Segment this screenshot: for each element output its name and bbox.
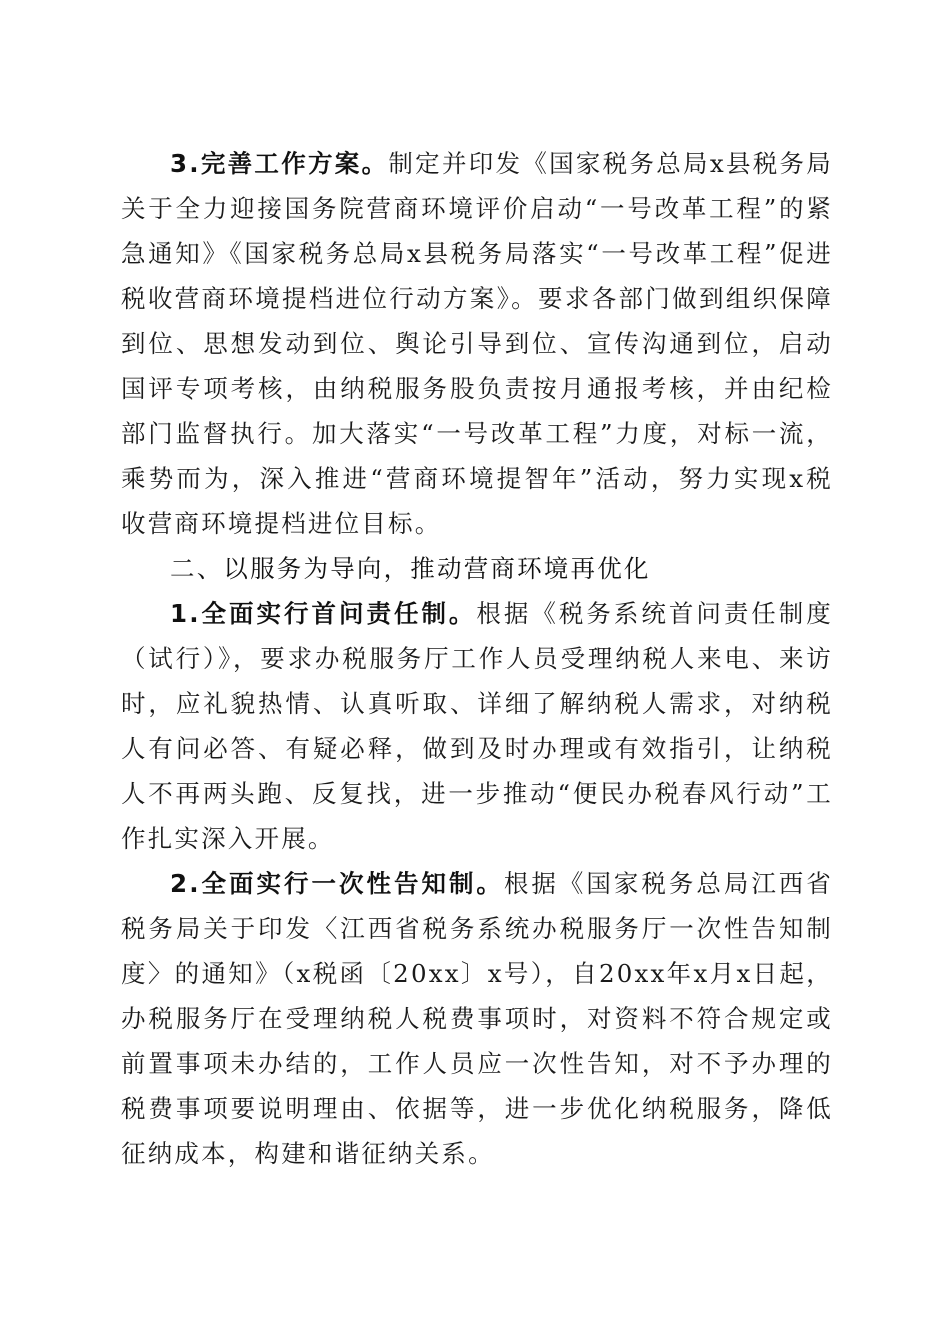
paragraph-lead: 2.全面实行一次性告知制。 xyxy=(170,869,504,898)
paragraph-one-time-notification xyxy=(121,861,833,1176)
document-body xyxy=(121,141,833,1176)
paragraph-text: 根据《国家税务总局江西省税务局关于印发〈江西省税务系统办税服务厅一次性告知制度〉的通知》（x税函〔20xx〕x号），自20xx年x月x日起，办税服务厅在受理纳税人税费事项时，对资料不符合规定或前置事项未办结的，工作人员应一次性告知，对不予办理的税费事项要说明理由、依据等，进一步优化纳税服务，降低征纳成本，构建和谐征纳关系。 xyxy=(121,869,833,1168)
paragraph-text: 制定并印发《国家税务总局x县税务局关于全力迎接国务院营商环境评价启动“一号改革工程”的紧急通知》《国家税务总局x县税务局落实“一号改革工程”促进税收营商环境提档进位行动方案》。要求各部门做到组织保障到位、思想发动到位、舆论引导到位、宣传沟通到位，启动国评专项考核，由纳税服务股负责按月通报考核，并由纪检部门监督执行。加大落实“一号改革工程”力度，对标一流，乘势而为，深入推进“营商环境提智年”活动，努力实现x税收营商环境提档进位目标。 xyxy=(121,149,834,538)
paragraph-lead: 3.完善工作方案。 xyxy=(170,149,389,178)
paragraph-improve-work-plan xyxy=(121,141,833,546)
section-heading: 二、以服务为导向，推动营商环境再优化 xyxy=(170,554,651,583)
paragraph-lead: 1.全面实行首问责任制。 xyxy=(170,599,477,628)
paragraph-first-inquiry-responsibility xyxy=(121,591,833,861)
paragraph-text: 根据《税务系统首问责任制度（试行）》，要求办税服务厅工作人员受理纳税人来电、来访时，应礼貌热情、认真听取、详细了解纳税人需求，对纳税人有问必答、有疑必释，做到及时办理或有效指引，让纳税人不再两头跑、反复找，进一步推动“便民办税春风行动”工作扎实深入开展。 xyxy=(121,599,833,853)
